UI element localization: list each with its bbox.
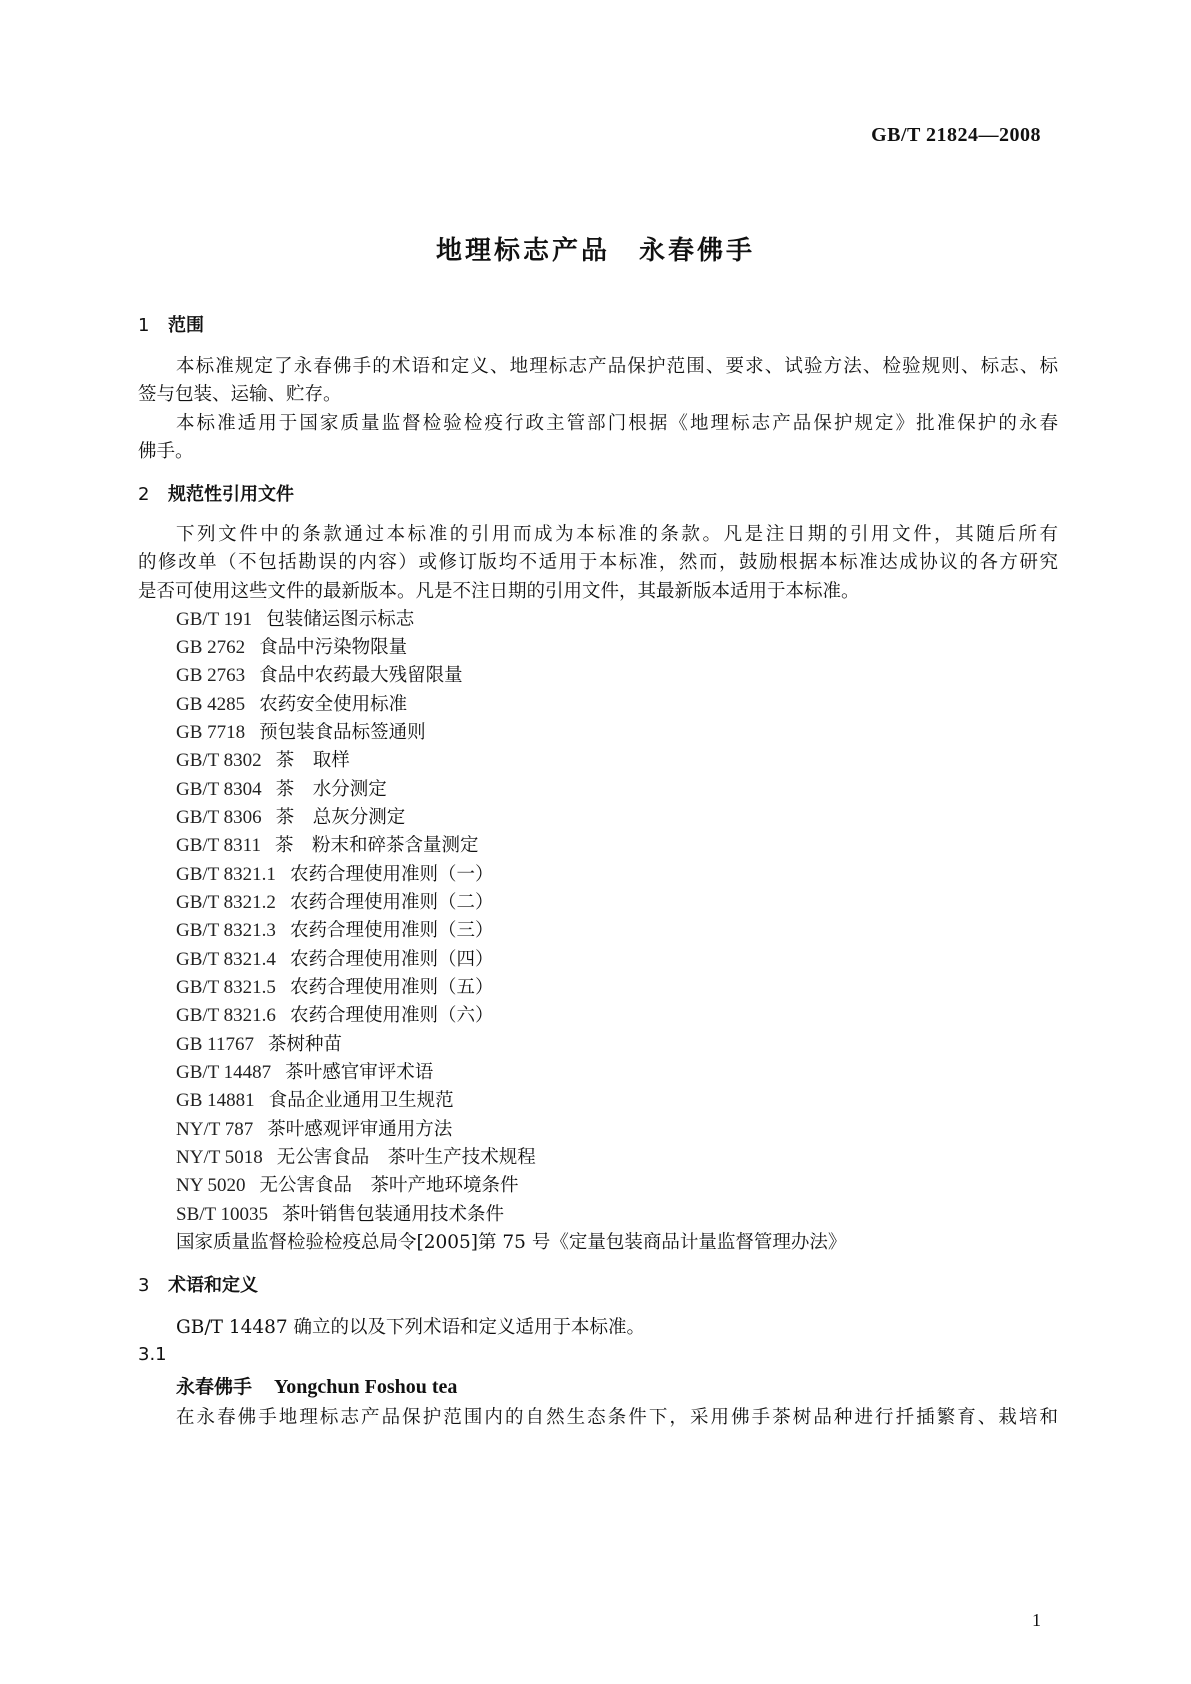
reference-item — [176, 860, 493, 886]
reference-code: GB/T 8321.6 — [176, 1005, 276, 1026]
section-number: 2 — [138, 484, 150, 505]
reference-code: GB/T 8321.3 — [176, 920, 276, 941]
reference-title: 预包装食品标签通则 — [259, 722, 426, 743]
reference-code: GB 2763 — [176, 665, 246, 686]
reference-code: GB 14881 — [176, 1090, 255, 1111]
reference-title: 农药合理使用准则（二） — [289, 892, 494, 913]
document-title: 地理标志产品 永春佛手 — [435, 236, 755, 266]
reference-item — [176, 746, 350, 772]
reference-title: 食品企业通用卫生规范 — [268, 1090, 454, 1111]
section-3-heading — [138, 1271, 258, 1297]
reference-code: GB/T 191 — [176, 609, 253, 630]
reference-item — [176, 803, 405, 829]
reference-item — [176, 661, 463, 687]
reference-item — [176, 1086, 454, 1112]
reference-code: GB/T 8311 — [176, 835, 261, 856]
reference-code: GB 7718 — [176, 722, 246, 743]
reference-code: GB/T 8321.5 — [176, 977, 276, 998]
reference-item — [176, 775, 387, 801]
reference-code: GB 2762 — [176, 637, 246, 658]
reference-item-decree: 国家质量监督检验检疫总局令[2005]第 75 号《定量包装商品计量监督管理办法》 — [176, 1232, 847, 1253]
reference-item — [176, 888, 493, 914]
reference-code: GB 4285 — [176, 694, 246, 715]
reference-code: GB/T 14487 — [176, 1062, 272, 1083]
section-3-intro: GB/T 14487 确立的以及下列术语和定义适用于本标准。 — [176, 1317, 646, 1338]
reference-item — [176, 1143, 536, 1169]
reference-item — [176, 1115, 452, 1141]
paragraph-line: 的修改单（不包括勘误的内容）或修订版均不适用于本标准，然而，鼓励根据本标准达成协议的各方研究 — [138, 552, 1058, 573]
reference-title: 农药合理使用准则（六） — [289, 1005, 494, 1026]
reference-title: 无公害食品 茶叶产地环境条件 — [259, 1175, 519, 1196]
paragraph-line: 本标准适用于国家质量监督检验检疫行政主管部门根据《地理标志产品保护规定》批准保护的永春 — [176, 413, 1058, 434]
reference-title: 茶 总灰分测定 — [275, 807, 406, 828]
reference-item — [176, 718, 426, 744]
paragraph-line: 下列文件中的条款通过本标准的引用而成为本标准的条款。凡是注日期的引用文件，其随后所有 — [176, 524, 1058, 545]
reference-title: 农药合理使用准则（一） — [289, 864, 494, 885]
paragraph-line: 是否可使用这些文件的最新版本。凡是不注日期的引用文件，其最新版本适用于本标准。 — [138, 581, 860, 602]
reference-title: 茶叶感观评审通用方法 — [267, 1119, 453, 1140]
reference-code: GB/T 8304 — [176, 779, 262, 800]
reference-title: 茶 粉末和碎茶含量测定 — [274, 835, 479, 856]
reference-title: 农药安全使用标准 — [259, 694, 408, 715]
reference-item — [176, 973, 493, 999]
reference-code: NY/T 787 — [176, 1119, 254, 1140]
paragraph-line: 佛手。 — [138, 441, 194, 462]
reference-item — [176, 916, 493, 942]
reference-code: GB 11767 — [176, 1034, 254, 1055]
reference-title: 农药合理使用准则（四） — [289, 949, 494, 970]
reference-item — [176, 633, 407, 659]
reference-title: 农药合理使用准则（三） — [289, 920, 494, 941]
reference-item — [176, 1200, 504, 1226]
reference-title: 食品中农药最大残留限量 — [259, 665, 463, 686]
reference-item — [176, 831, 479, 857]
reference-title: 包装储运图示标志 — [266, 609, 415, 630]
section-1-heading — [138, 311, 204, 337]
reference-code: GB/T 8321.2 — [176, 892, 276, 913]
term-heading — [176, 1372, 457, 1399]
reference-item — [176, 945, 493, 971]
section-number: 1 — [138, 315, 150, 336]
reference-code: NY/T 5018 — [176, 1147, 263, 1168]
reference-title: 无公害食品 茶叶生产技术规程 — [276, 1147, 536, 1168]
section-title: 规范性引用文件 — [168, 484, 294, 505]
paragraph-line: 本标准规定了永春佛手的术语和定义、地理标志产品保护范围、要求、试验方法、检验规则、标志、标 — [176, 356, 1058, 377]
section-number: 3 — [138, 1275, 150, 1296]
reference-code: NY 5020 — [176, 1175, 246, 1196]
reference-item — [176, 1171, 519, 1197]
section-title: 范围 — [168, 315, 204, 336]
reference-item — [176, 605, 414, 631]
reference-item — [176, 1030, 342, 1056]
reference-code: GB/T 8306 — [176, 807, 262, 828]
reference-title: 茶树种苗 — [267, 1034, 342, 1055]
clause-number: 3.1 — [138, 1344, 167, 1365]
paragraph-line: 签与包装、运输、贮存。 — [138, 384, 342, 405]
reference-item — [176, 1001, 493, 1027]
section-2-heading — [138, 480, 294, 506]
reference-code: GB/T 8302 — [176, 750, 262, 771]
term-english: Yongchun Foshou tea — [274, 1376, 458, 1398]
reference-code: GB/T 8321.4 — [176, 949, 276, 970]
reference-item — [176, 1058, 433, 1084]
standard-number: GB/T 21824—2008 — [871, 124, 1041, 146]
reference-title: 农药合理使用准则（五） — [289, 977, 494, 998]
reference-title: 茶叶销售包装通用技术条件 — [282, 1204, 505, 1225]
page-number: 1 — [1032, 1610, 1041, 1630]
reference-item — [176, 690, 407, 716]
reference-code: GB/T 8321.1 — [176, 864, 276, 885]
reference-title: 茶 水分测定 — [275, 779, 387, 800]
reference-title: 食品中污染物限量 — [259, 637, 408, 658]
term-chinese: 永春佛手 — [176, 1376, 253, 1398]
reference-title: 茶 取样 — [275, 750, 350, 771]
reference-code: SB/T 10035 — [176, 1204, 269, 1225]
definition-line: 在永春佛手地理标志产品保护范围内的自然生态条件下，采用佛手茶树品种进行扦插繁育、栽培和 — [176, 1407, 1058, 1428]
section-title: 术语和定义 — [168, 1275, 258, 1296]
reference-title: 茶叶感官审评术语 — [285, 1062, 434, 1083]
